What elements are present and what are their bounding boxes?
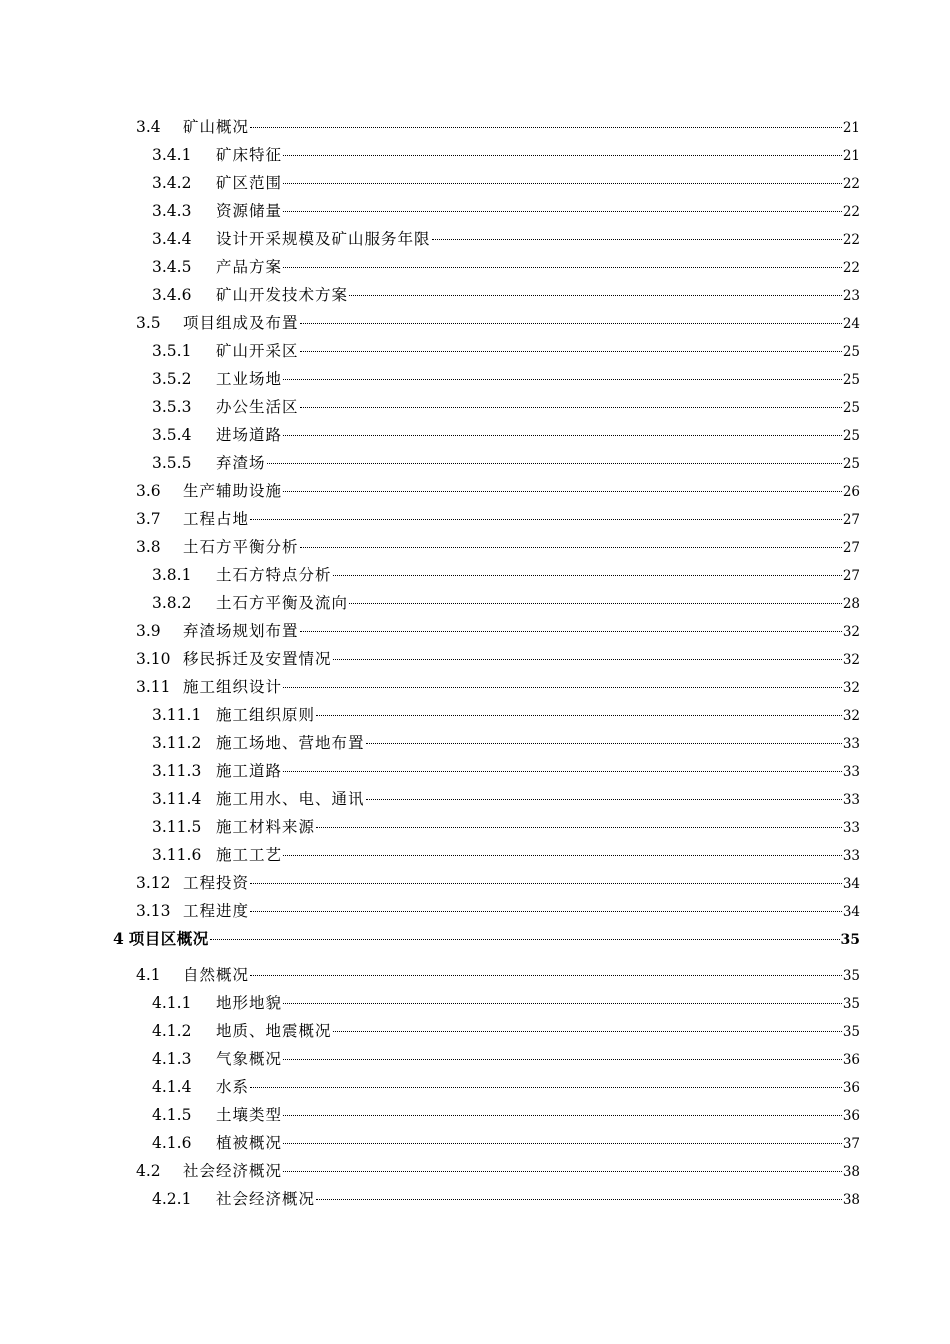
dot-leader	[283, 1003, 842, 1004]
toc-entry-page-number: 36	[842, 1052, 860, 1068]
toc-entry-title: 矿床特征	[216, 146, 283, 164]
toc-entry-title: 气象概况	[216, 1050, 283, 1068]
toc-entry[interactable]	[0, 505, 950, 533]
dot-leader	[300, 323, 842, 324]
toc-entry-page-number: 22	[842, 232, 860, 248]
toc-entry-title: 项目区概况	[128, 929, 209, 948]
toc-entry[interactable]	[0, 673, 950, 701]
toc-entry[interactable]	[0, 785, 950, 813]
toc-entry[interactable]	[0, 169, 950, 197]
dot-leader	[283, 267, 842, 268]
dot-leader	[283, 211, 842, 212]
toc-entry[interactable]	[0, 281, 950, 309]
toc-entry-page-number: 34	[842, 876, 860, 892]
toc-entry-title: 资源储量	[216, 202, 283, 220]
toc-entry-page-number: 22	[842, 260, 860, 276]
toc-entry-title: 进场道路	[216, 426, 283, 444]
toc-entry-title: 自然概况	[183, 966, 250, 984]
toc-entry-title: 项目组成及布置	[183, 314, 299, 332]
toc-entry-page-number: 33	[842, 764, 860, 780]
toc-entry-page-number: 25	[842, 456, 860, 472]
dot-leader	[250, 1087, 842, 1088]
toc-entry[interactable]	[0, 477, 950, 505]
toc-entry[interactable]	[0, 1101, 950, 1129]
toc-entry-number: 3.5.2	[152, 370, 192, 388]
toc-entry-page-number: 27	[842, 568, 860, 584]
toc-entry-page-number: 37	[842, 1136, 860, 1152]
toc-entry-page-number: 33	[842, 792, 860, 808]
toc-entry-title: 土壤类型	[216, 1106, 283, 1124]
toc-entry-title: 地形地貌	[216, 994, 283, 1012]
toc-entry[interactable]	[0, 1157, 950, 1185]
toc-entry-title: 植被概况	[216, 1134, 283, 1152]
toc-entry-page-number: 35	[842, 996, 860, 1012]
table-of-contents	[0, 113, 950, 1213]
toc-entry-number: 3.13	[136, 902, 171, 920]
toc-entry[interactable]	[0, 645, 950, 673]
toc-entry-number: 4.1	[136, 966, 161, 984]
toc-entry-number: 3.10	[136, 650, 171, 668]
toc-entry-number: 4.1.4	[152, 1078, 192, 1096]
dot-leader	[250, 519, 842, 520]
toc-entry-page-number: 21	[842, 148, 860, 164]
toc-entry-number: 4.1.5	[152, 1106, 192, 1124]
toc-entry-page-number: 28	[842, 596, 860, 612]
toc-entry-page-number: 35	[840, 932, 860, 948]
dot-leader	[366, 743, 842, 744]
toc-entry-page-number: 38	[842, 1192, 860, 1208]
toc-entry-page-number: 23	[842, 288, 860, 304]
toc-entry-title: 土石方平衡及流向	[216, 594, 349, 612]
dot-leader	[300, 547, 842, 548]
toc-entry[interactable]	[0, 225, 950, 253]
toc-entry-title: 矿山概况	[183, 118, 250, 136]
toc-entry-title: 设计开采规模及矿山服务年限	[216, 230, 431, 248]
toc-entry[interactable]	[0, 701, 950, 729]
toc-entry-title: 施工工艺	[216, 846, 283, 864]
toc-entry-number: 4.1.2	[152, 1022, 192, 1040]
toc-entry-title: 工程占地	[183, 510, 250, 528]
toc-entry-page-number: 21	[842, 120, 860, 136]
toc-entry[interactable]	[0, 561, 950, 589]
toc-entry-title: 施工材料来源	[216, 818, 316, 836]
toc-entry-page-number: 32	[842, 680, 860, 696]
toc-entry[interactable]	[0, 897, 950, 925]
toc-entry-title: 矿山开发技术方案	[216, 286, 349, 304]
toc-entry[interactable]	[0, 393, 950, 421]
toc-entry-number: 3.8.1	[152, 566, 192, 584]
toc-entry-number: 3.4.6	[152, 286, 192, 304]
toc-entry-number: 3.11.3	[152, 762, 202, 780]
toc-entry-title: 施工组织原则	[216, 706, 316, 724]
dot-leader	[283, 771, 842, 772]
toc-entry[interactable]	[0, 1017, 950, 1045]
toc-entry-number: 3.4.4	[152, 230, 192, 248]
toc-entry-number: 3.7	[136, 510, 161, 528]
toc-entry-title: 土石方特点分析	[216, 566, 332, 584]
toc-entry-page-number: 27	[842, 512, 860, 528]
dot-leader	[283, 491, 842, 492]
toc-entry-page-number: 32	[842, 652, 860, 668]
toc-entry[interactable]	[0, 961, 950, 989]
toc-entry-title: 施工场地、营地布置	[216, 734, 365, 752]
toc-entry-title: 工程投资	[183, 874, 250, 892]
toc-entry[interactable]	[0, 841, 950, 869]
dot-leader	[250, 975, 842, 976]
dot-leader	[283, 435, 842, 436]
toc-entry-number: 3.11.5	[152, 818, 202, 836]
toc-entry-number: 4.2.1	[152, 1190, 192, 1208]
toc-entry-number: 3.11.6	[152, 846, 202, 864]
dot-leader	[300, 631, 842, 632]
toc-entry[interactable]	[0, 421, 950, 449]
toc-entry-title: 移民拆迁及安置情况	[183, 650, 332, 668]
toc-entry-title: 产品方案	[216, 258, 283, 276]
toc-entry-number: 3.11.4	[152, 790, 202, 808]
dot-leader	[349, 603, 842, 604]
dot-leader	[300, 351, 842, 352]
toc-entry-title: 社会经济概况	[216, 1190, 316, 1208]
toc-entry[interactable]	[0, 1185, 950, 1213]
toc-entry-number: 3.5.5	[152, 454, 192, 472]
dot-leader	[333, 575, 842, 576]
toc-entry-page-number: 38	[842, 1164, 860, 1180]
toc-entry-title: 弃渣场	[216, 454, 266, 472]
toc-entry-title: 水系	[216, 1078, 250, 1096]
dot-leader	[349, 295, 842, 296]
toc-entry-page-number: 25	[842, 400, 860, 416]
toc-entry-page-number: 33	[842, 848, 860, 864]
toc-entry-number: 3.11	[136, 678, 171, 696]
toc-entry-number: 3.5.3	[152, 398, 192, 416]
toc-entry[interactable]	[0, 925, 950, 961]
toc-entry-title: 土石方平衡分析	[183, 538, 299, 556]
toc-entry-number: 3.5.4	[152, 426, 192, 444]
dot-leader	[283, 379, 842, 380]
dot-leader	[267, 463, 842, 464]
toc-entry-page-number: 22	[842, 176, 860, 192]
toc-entry[interactable]	[0, 617, 950, 645]
toc-entry-number: 3.4	[136, 118, 161, 136]
toc-entry-title: 施工组织设计	[183, 678, 283, 696]
toc-entry-page-number: 36	[842, 1080, 860, 1096]
toc-entry-title: 弃渣场规划布置	[183, 622, 299, 640]
toc-entry-page-number: 22	[842, 204, 860, 220]
toc-entry-page-number: 25	[842, 344, 860, 360]
toc-entry-page-number: 35	[842, 1024, 860, 1040]
dot-leader	[283, 155, 842, 156]
toc-entry-number: 3.5.1	[152, 342, 192, 360]
dot-leader	[316, 715, 842, 716]
dot-leader	[283, 687, 842, 688]
toc-entry[interactable]	[0, 197, 950, 225]
toc-entry-page-number: 27	[842, 540, 860, 556]
dot-leader	[283, 1171, 842, 1172]
toc-entry-number: 3.12	[136, 874, 171, 892]
dot-leader	[250, 127, 842, 128]
toc-entry-number: 4.1.3	[152, 1050, 192, 1068]
dot-leader	[333, 1031, 842, 1032]
toc-entry-title: 地质、地震概况	[216, 1022, 332, 1040]
toc-entry-page-number: 36	[842, 1108, 860, 1124]
toc-entry[interactable]	[0, 337, 950, 365]
toc-entry-page-number: 32	[842, 624, 860, 640]
toc-entry-number: 3.6	[136, 482, 161, 500]
toc-entry[interactable]	[0, 1129, 950, 1157]
dot-leader	[283, 1115, 842, 1116]
toc-entry[interactable]	[0, 309, 950, 337]
dot-leader	[432, 239, 842, 240]
toc-entry-number: 3.11.1	[152, 706, 202, 724]
dot-leader	[316, 1199, 842, 1200]
toc-entry-number: 3.9	[136, 622, 161, 640]
toc-entry-number: 4.2	[136, 1162, 161, 1180]
toc-entry-page-number: 34	[842, 904, 860, 920]
toc-entry[interactable]	[0, 989, 950, 1017]
dot-leader	[283, 1143, 842, 1144]
toc-entry-page-number: 35	[842, 968, 860, 984]
toc-entry[interactable]	[0, 141, 950, 169]
toc-entry-number: 3.5	[136, 314, 161, 332]
toc-entry-page-number: 33	[842, 820, 860, 836]
toc-entry-page-number: 32	[842, 708, 860, 724]
dot-leader	[250, 911, 842, 912]
toc-entry-number: 3.4.1	[152, 146, 192, 164]
toc-entry-page-number: 24	[842, 316, 860, 332]
toc-entry[interactable]	[0, 113, 950, 141]
dot-leader	[283, 183, 842, 184]
toc-entry-number: 3.11.2	[152, 734, 202, 752]
toc-entry-number: 3.8	[136, 538, 161, 556]
toc-entry[interactable]	[0, 1073, 950, 1101]
toc-entry[interactable]	[0, 1045, 950, 1073]
toc-entry[interactable]	[0, 729, 950, 757]
toc-entry-title: 工程进度	[183, 902, 250, 920]
dot-leader	[210, 939, 840, 940]
dot-leader	[250, 883, 842, 884]
toc-entry[interactable]	[0, 813, 950, 841]
dot-leader	[283, 1059, 842, 1060]
toc-entry-number: 3.8.2	[152, 594, 192, 612]
toc-entry[interactable]	[0, 869, 950, 897]
dot-leader	[366, 799, 842, 800]
toc-entry[interactable]	[0, 757, 950, 785]
toc-entry-title: 工业场地	[216, 370, 283, 388]
toc-entry-title: 办公生活区	[216, 398, 299, 416]
dot-leader	[283, 855, 842, 856]
toc-entry-number: 4.1.1	[152, 994, 192, 1012]
dot-leader	[300, 407, 842, 408]
toc-entry-title: 社会经济概况	[183, 1162, 283, 1180]
toc-entry-title: 生产辅助设施	[183, 482, 283, 500]
toc-entry-title: 矿区范围	[216, 174, 283, 192]
toc-entry-number: 3.4.3	[152, 202, 192, 220]
toc-entry-page-number: 25	[842, 372, 860, 388]
toc-entry-number: 4	[113, 929, 124, 948]
toc-entry[interactable]	[0, 253, 950, 281]
toc-entry[interactable]	[0, 449, 950, 477]
toc-entry-page-number: 25	[842, 428, 860, 444]
toc-entry[interactable]	[0, 533, 950, 561]
toc-entry-number: 3.4.5	[152, 258, 192, 276]
toc-entry-title: 施工道路	[216, 762, 283, 780]
toc-entry[interactable]	[0, 365, 950, 393]
dot-leader	[316, 827, 842, 828]
toc-entry-number: 3.4.2	[152, 174, 192, 192]
toc-entry-title: 施工用水、电、通讯	[216, 790, 365, 808]
toc-entry-title: 矿山开采区	[216, 342, 299, 360]
toc-entry-page-number: 33	[842, 736, 860, 752]
toc-entry-number: 4.1.6	[152, 1134, 192, 1152]
toc-entry-page-number: 26	[842, 484, 860, 500]
toc-entry[interactable]	[0, 589, 950, 617]
dot-leader	[333, 659, 842, 660]
